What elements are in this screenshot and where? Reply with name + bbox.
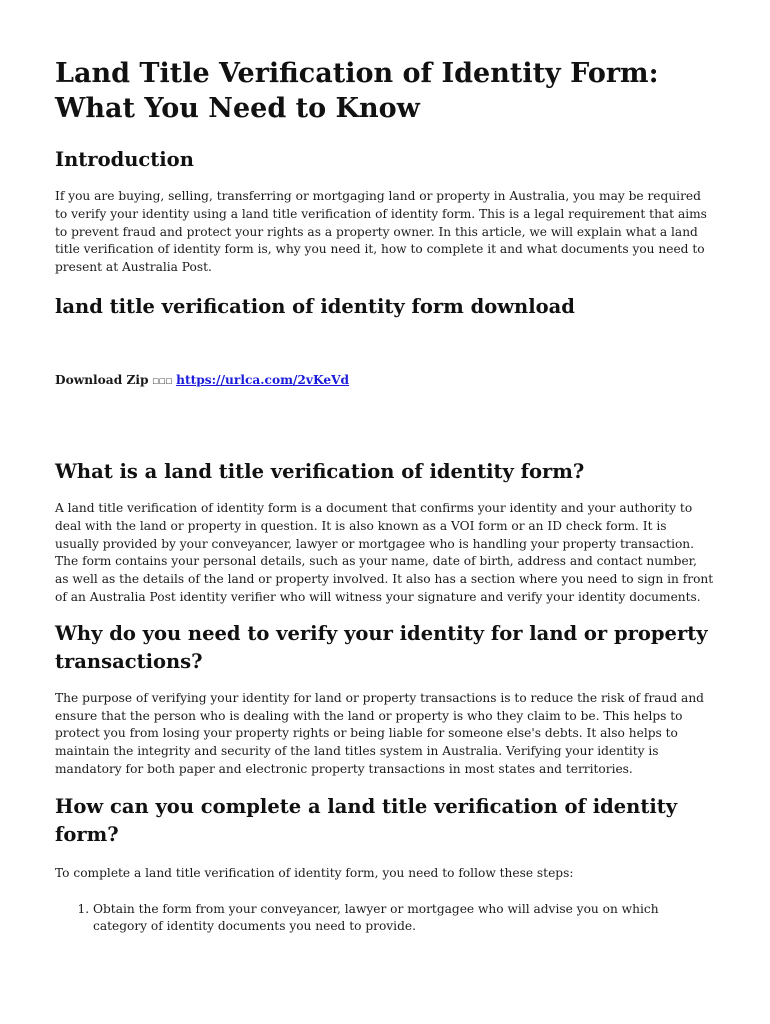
intro-paragraph: If you are buying, selling, transferring or mortgaging land or property in Australia, you may be required to verify your identity using a land title verification of identity form. This is a legal requirement that aims to prevent fraud and protect your rights as a property owner. In this article, we will explain what a land title verification of identity form is, why you need it, how to complete it and what documents you need to present at Australia Post. bbox=[55, 189, 707, 275]
why-paragraph: The purpose of verifying your identity for land or property transactions is to reduce the risk of fraud and ensure that the person who is dealing with the land or property is who they claim to be. This helps to protect you from losing your property rights or being liable for someone else's debts. It also helps to maintain the integrity and security of the land titles system in Australia. Verifying your identity is mandatory for both paper and electronic property transactions in most states and territories. bbox=[55, 690, 704, 776]
why-heading: Why do you need to verify your identity for land or property transactions? bbox=[55, 621, 708, 673]
download-label: Download Zip bbox=[55, 372, 149, 387]
how-heading: How can you complete a land title verification of identity form? bbox=[55, 794, 678, 846]
list-item: 1. Obtain the form from your conveyancer, lawyer or mortgagee who will advise you on which category of identity documents you need to provide. bbox=[93, 901, 714, 937]
intro-heading: Introduction bbox=[55, 148, 194, 171]
download-link[interactable]: https://urlca.com/2vKeVd bbox=[176, 372, 350, 387]
download-heading: land title verification of identity form download bbox=[55, 294, 575, 318]
page-title: Land Title Verification of Identity Form: What You Need to Know bbox=[55, 58, 659, 124]
what-paragraph: A land title verification of identity form is a document that confirms your identity and your authority to deal with the land or property in question. It is also known as a VOI form or an ID check form. It is usually provided by your conveyancer, lawyer or mortgagee who is handling your property transaction. The form contains your personal details, such as your name, date of birth, address and contact number, as well as the details of the land or property involved. It also has a section where you need to sign in front of an Australia Post identity verifier who will witness your signature and verify your identity documents. bbox=[55, 500, 714, 604]
arrow-glyphs-icon: ☐☐☐ bbox=[152, 373, 173, 387]
steps-list bbox=[55, 901, 714, 937]
what-heading: What is a land title verification of identity form? bbox=[55, 459, 585, 483]
how-paragraph: To complete a land title verification of identity form, you need to follow these steps: bbox=[55, 865, 574, 880]
download-line bbox=[55, 371, 714, 390]
